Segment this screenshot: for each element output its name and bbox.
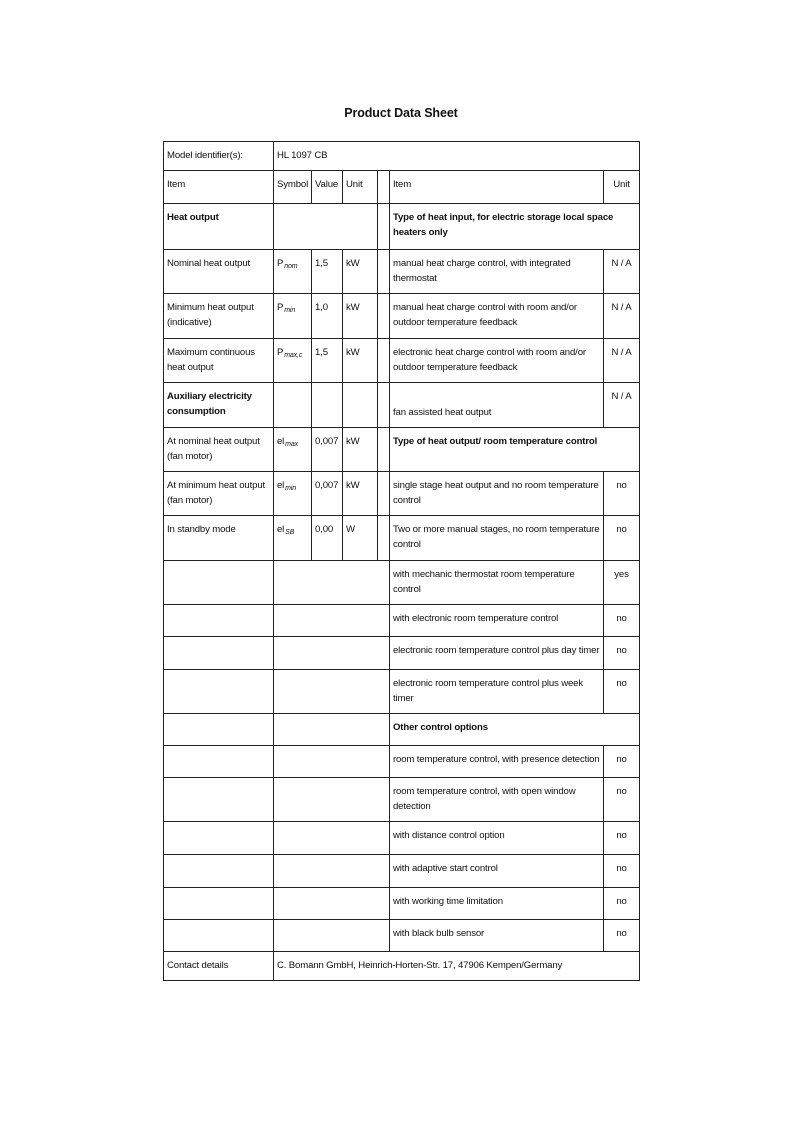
- nominal-value: 1,5: [312, 250, 343, 294]
- symbol-main: P: [277, 347, 284, 358]
- empty-cell: [164, 920, 274, 952]
- el-minimum-symbol: [274, 472, 312, 516]
- control-row: [164, 778, 640, 822]
- control-row: [164, 561, 640, 605]
- control-value: no: [604, 605, 640, 637]
- nominal-symbol: [274, 250, 312, 294]
- control-value: no: [604, 746, 640, 778]
- symbol-subscript: min: [285, 485, 297, 492]
- empty-cell: [274, 383, 312, 428]
- spacer-cell: [378, 294, 390, 339]
- maximum-label: Maximum continuous heat output: [164, 339, 274, 383]
- control-row: [164, 822, 640, 855]
- maximum-unit: kW: [343, 339, 378, 383]
- heat-output-row: [164, 204, 640, 250]
- control-item: with mechanic thermostat room temperature control: [390, 561, 604, 605]
- control-item: room temperature control, with open window detection: [390, 778, 604, 822]
- control-value: no: [604, 855, 640, 888]
- standby-symbol: [274, 516, 312, 561]
- symbol-subscript: max: [285, 441, 298, 448]
- empty-cell: [274, 204, 378, 250]
- control-item: with distance control option: [390, 822, 604, 855]
- empty-cell: [164, 561, 274, 605]
- el-nominal-label: At nominal heat output (fan motor): [164, 428, 274, 472]
- auxiliary-right-item: fan assisted heat output: [390, 383, 604, 428]
- header-item-right: Item: [390, 171, 604, 204]
- standby-value: 0,00: [312, 516, 343, 561]
- el-minimum-right-unit: no: [604, 472, 640, 516]
- empty-cell: [164, 855, 274, 888]
- empty-cell: [274, 855, 390, 888]
- spacer-cell: [378, 428, 390, 472]
- control-value: no: [604, 670, 640, 714]
- empty-cell: [274, 670, 390, 714]
- nominal-row: [164, 250, 640, 294]
- spacer-cell: [378, 171, 390, 204]
- el-minimum-label: At minimum heat output (fan motor): [164, 472, 274, 516]
- empty-cell: [274, 561, 390, 605]
- el-minimum-value: 0,007: [312, 472, 343, 516]
- empty-cell: [164, 746, 274, 778]
- standby-row: [164, 516, 640, 561]
- auxiliary-label: Auxiliary electricity consumption: [164, 383, 274, 428]
- el-minimum-right-item: single stage heat output and no room temperature control: [390, 472, 604, 516]
- el-nominal-row: [164, 428, 640, 472]
- header-row: [164, 171, 640, 204]
- header-item: Item: [164, 171, 274, 204]
- maximum-symbol: [274, 339, 312, 383]
- auxiliary-right-unit: N / A: [604, 383, 640, 428]
- standby-label: In standby mode: [164, 516, 274, 561]
- header-symbol: Symbol: [274, 171, 312, 204]
- contact-label: Contact details: [164, 952, 274, 981]
- control-value: no: [604, 822, 640, 855]
- maximum-value: 1,5: [312, 339, 343, 383]
- empty-cell: [274, 888, 390, 920]
- minimum-right-item: manual heat charge control with room and/or outdoor temperature feedback: [390, 294, 604, 339]
- minimum-symbol: [274, 294, 312, 339]
- spacer-cell: [378, 204, 390, 250]
- empty-cell: [164, 670, 274, 714]
- el-nominal-value: 0,007: [312, 428, 343, 472]
- empty-cell: [312, 383, 343, 428]
- spacer-cell: [378, 383, 390, 428]
- standby-right-item: Two or more manual stages, no room temperature control: [390, 516, 604, 561]
- control-row: [164, 605, 640, 637]
- maximum-right-item: electronic heat charge control with room and/or outdoor temperature feedback: [390, 339, 604, 383]
- auxiliary-row: [164, 383, 640, 428]
- other-controls-heading-row: [164, 714, 640, 746]
- other-controls-heading: Other control options: [390, 714, 640, 746]
- product-data-table: [163, 141, 640, 981]
- minimum-row: [164, 294, 640, 339]
- symbol-subscript: max,c: [284, 352, 303, 359]
- nominal-unit: kW: [343, 250, 378, 294]
- el-minimum-unit: kW: [343, 472, 378, 516]
- control-item: with adaptive start control: [390, 855, 604, 888]
- control-row: [164, 637, 640, 670]
- minimum-label: Minimum heat output (indicative): [164, 294, 274, 339]
- el-minimum-row: [164, 472, 640, 516]
- nominal-right-item: manual heat charge control, with integrated thermostat: [390, 250, 604, 294]
- empty-cell: [274, 920, 390, 952]
- el-nominal-unit: kW: [343, 428, 378, 472]
- symbol-main: P: [277, 258, 284, 269]
- model-row: [164, 142, 640, 171]
- control-row: [164, 670, 640, 714]
- standby-unit: W: [343, 516, 378, 561]
- el-nominal-symbol: [274, 428, 312, 472]
- minimum-value: 1,0: [312, 294, 343, 339]
- heat-input-heading: Type of heat input, for electric storage local space heaters only: [390, 204, 640, 250]
- empty-cell: [274, 778, 390, 822]
- model-value: HL 1097 CB: [274, 142, 640, 171]
- symbol-main: el: [277, 480, 285, 491]
- minimum-right-unit: N / A: [604, 294, 640, 339]
- control-value: no: [604, 920, 640, 952]
- page-title: Product Data Sheet: [344, 106, 458, 120]
- standby-right-unit: no: [604, 516, 640, 561]
- header-unit: Unit: [343, 171, 378, 204]
- control-item: electronic room temperature control plus week timer: [390, 670, 604, 714]
- model-label: Model identifier(s):: [164, 142, 274, 171]
- maximum-row: [164, 339, 640, 383]
- empty-cell: [343, 383, 378, 428]
- nominal-label: Nominal heat output: [164, 250, 274, 294]
- control-item: with electronic room temperature control: [390, 605, 604, 637]
- control-item: room temperature control, with presence detection: [390, 746, 604, 778]
- contact-value: C. Bomann GmbH, Heinrich-Horten-Str. 17, 47906 Kempen/Germany: [274, 952, 640, 981]
- empty-cell: [164, 637, 274, 670]
- empty-cell: [164, 605, 274, 637]
- spacer-cell: [378, 516, 390, 561]
- symbol-subscript: SB: [285, 529, 295, 536]
- control-row: [164, 855, 640, 888]
- heat-output-control-heading: Type of heat output/ room temperature control: [390, 428, 640, 472]
- maximum-right-unit: N / A: [604, 339, 640, 383]
- empty-cell: [274, 714, 390, 746]
- empty-cell: [274, 822, 390, 855]
- spacer-cell: [378, 339, 390, 383]
- empty-cell: [164, 778, 274, 822]
- control-row: [164, 746, 640, 778]
- control-value: no: [604, 778, 640, 822]
- control-value: no: [604, 888, 640, 920]
- heat-output-label: Heat output: [164, 204, 274, 250]
- header-value: Value: [312, 171, 343, 204]
- control-item: with black bulb sensor: [390, 920, 604, 952]
- symbol-main: P: [277, 302, 284, 313]
- empty-cell: [274, 746, 390, 778]
- empty-cell: [274, 605, 390, 637]
- header-unit-right: Unit: [604, 171, 640, 204]
- empty-cell: [164, 714, 274, 746]
- control-row: [164, 920, 640, 952]
- control-item: with working time limitation: [390, 888, 604, 920]
- symbol-main: el: [277, 436, 285, 447]
- symbol-subscript: min: [284, 307, 296, 314]
- symbol-subscript: nom: [284, 263, 298, 270]
- control-item: electronic room temperature control plus day timer: [390, 637, 604, 670]
- empty-cell: [164, 888, 274, 920]
- symbol-main: el: [277, 524, 285, 535]
- spacer-cell: [378, 472, 390, 516]
- empty-cell: [274, 637, 390, 670]
- spacer-cell: [378, 250, 390, 294]
- control-row: [164, 888, 640, 920]
- control-value: yes: [604, 561, 640, 605]
- empty-cell: [164, 822, 274, 855]
- nominal-right-unit: N / A: [604, 250, 640, 294]
- minimum-unit: kW: [343, 294, 378, 339]
- contact-row: [164, 952, 640, 981]
- control-value: no: [604, 637, 640, 670]
